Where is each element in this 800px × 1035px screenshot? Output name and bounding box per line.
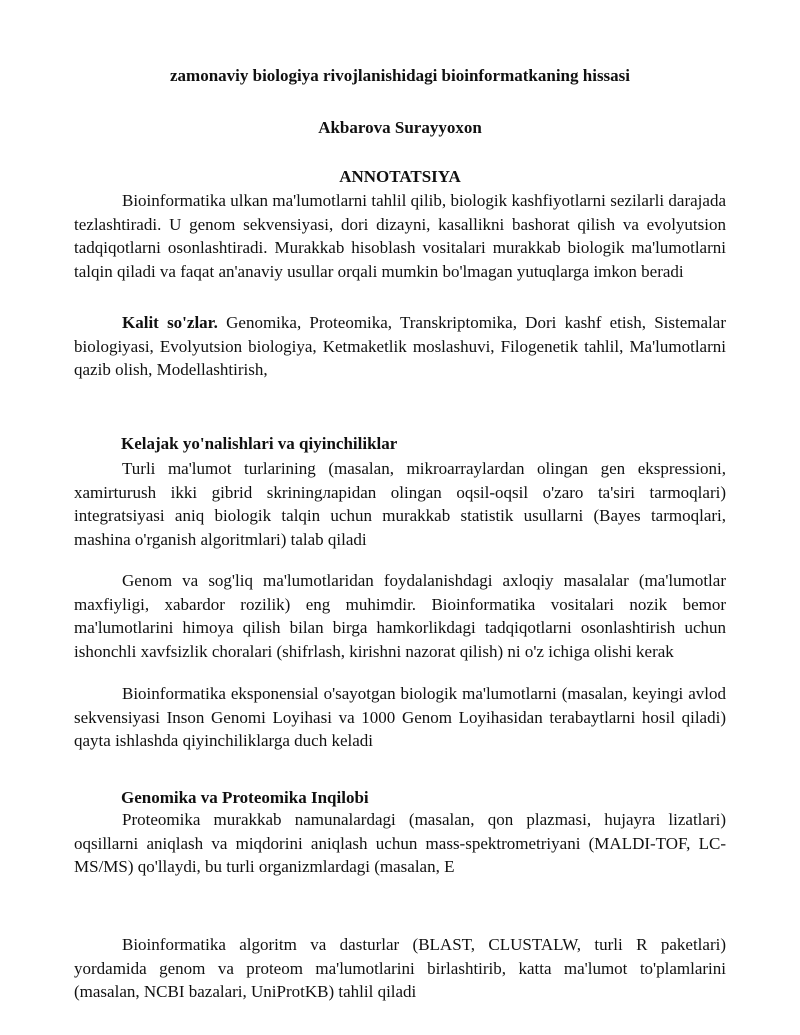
section2-p1-text: Proteomika murakkab namunalardagi (masalan, qon plazmasi, hujayra lizatlari) oqsillarni aniqlash va miqdorini aniqlash uchun mass-spektrometriyani (MALDI-TOF, LC-MS/MS) qo'llaydi, bu turli organizmlardagi (masalan, E <box>74 810 726 877</box>
annotation-text: Bioinformatika ulkan ma'lumotlarni tahlil qilib, biologik kashfiyotlarni sezilarli darajada tezlashtiradi. U genom sekvensiyasi, dori dizayni, kasallikni bashorat qilish va evolyutsion tadqiqotlarni osonlashtiradi. Murakkab hisoblash vositalari murakkab biologik ma'lumotlarni talqin qiladi va faqat an'anaviy usullar orqali mumkin bo'lmagan yutuqlarga imkon beradi <box>74 191 726 281</box>
section-heading-future: Kelajak yo'nalishlari va qiyinchiliklar <box>121 434 398 453</box>
keywords-label: Kalit so'zlar. <box>122 313 218 332</box>
section1-p1-text: Turli ma'lumot turlarining (masalan, mikroarraylardan olingan gen ekspressioni, xamirturush ikki gibrid skriningларidan olingan oqsil-oqsil o'zaro ta'siri tarmoqlari) integratsiyasi aniq biologik talqin uchun murakkab statistik usullarni (Bayes tarmoqlari, mashina o'rganish algoritmlari) talab qiladi <box>74 459 726 549</box>
section1-paragraph-3 <box>74 682 726 753</box>
section1-p2-text: Genom va sog'liq ma'lumotlaridan foydalanishdagi axloqiy masalalar (ma'lumotlar maxfiyligi, xabardor rozilik) eng muhimdir. Bioinformatika vositalari nozik bemor ma'lumotlarini himoya qilish bilan birga hamkorlikdagi tadqiqotlarni osonlashtirish uchun ishonchli xavfsizlik choralari (shifrlash, kirishni nazorat qilish) ni o'z ichiga olishi kerak <box>74 571 726 661</box>
section-heading-genomics: Genomika va Proteomika Inqilobi <box>121 788 369 807</box>
section1-paragraph-1 <box>74 457 726 551</box>
section2-paragraph-1 <box>74 808 726 879</box>
annotation-heading: ANNOTATSIYA <box>339 167 461 186</box>
section1-paragraph-2 <box>74 569 726 663</box>
keywords-paragraph <box>74 311 726 382</box>
document-title: zamonaviy biologiya rivojlanishidagi bioinformatkaning hissasi <box>169 66 631 85</box>
keywords-text: Genomika, Proteomika, Transkriptomika, Dori kashf etish, Sistemalar biologiyasi, Evolyutsion biologiya, Ketmaketlik moslashuvi, Filogenetik tahlil, Ma'lumotlarni qazib olish, Modellashtirish, <box>74 313 726 380</box>
author-name: Akbarova Surayyoxon <box>318 118 482 137</box>
annotation-paragraph <box>74 189 726 283</box>
section1-p3-text: Bioinformatika eksponensial o'sayotgan biologik ma'lumotlarni (masalan, keyingi avlod sekvensiyasi Inson Genomi Loyihasi va 1000 Genom Loyihasidan terabaytlarni hosil qiladi) qayta ishlashda qiyinchiliklarga duch keladi <box>74 684 726 751</box>
section2-p2-text: Bioinformatika algoritm va dasturlar (BLAST, CLUSTALW, turli R paketlari) yordamida genom va proteom ma'lumotlarini birlashtirib, katta ma'lumot to'plamlarini (masalan, NCBI bazalari, UniProtKB) tahlil qiladi <box>74 935 726 1002</box>
section2-paragraph-2 <box>74 933 726 1004</box>
